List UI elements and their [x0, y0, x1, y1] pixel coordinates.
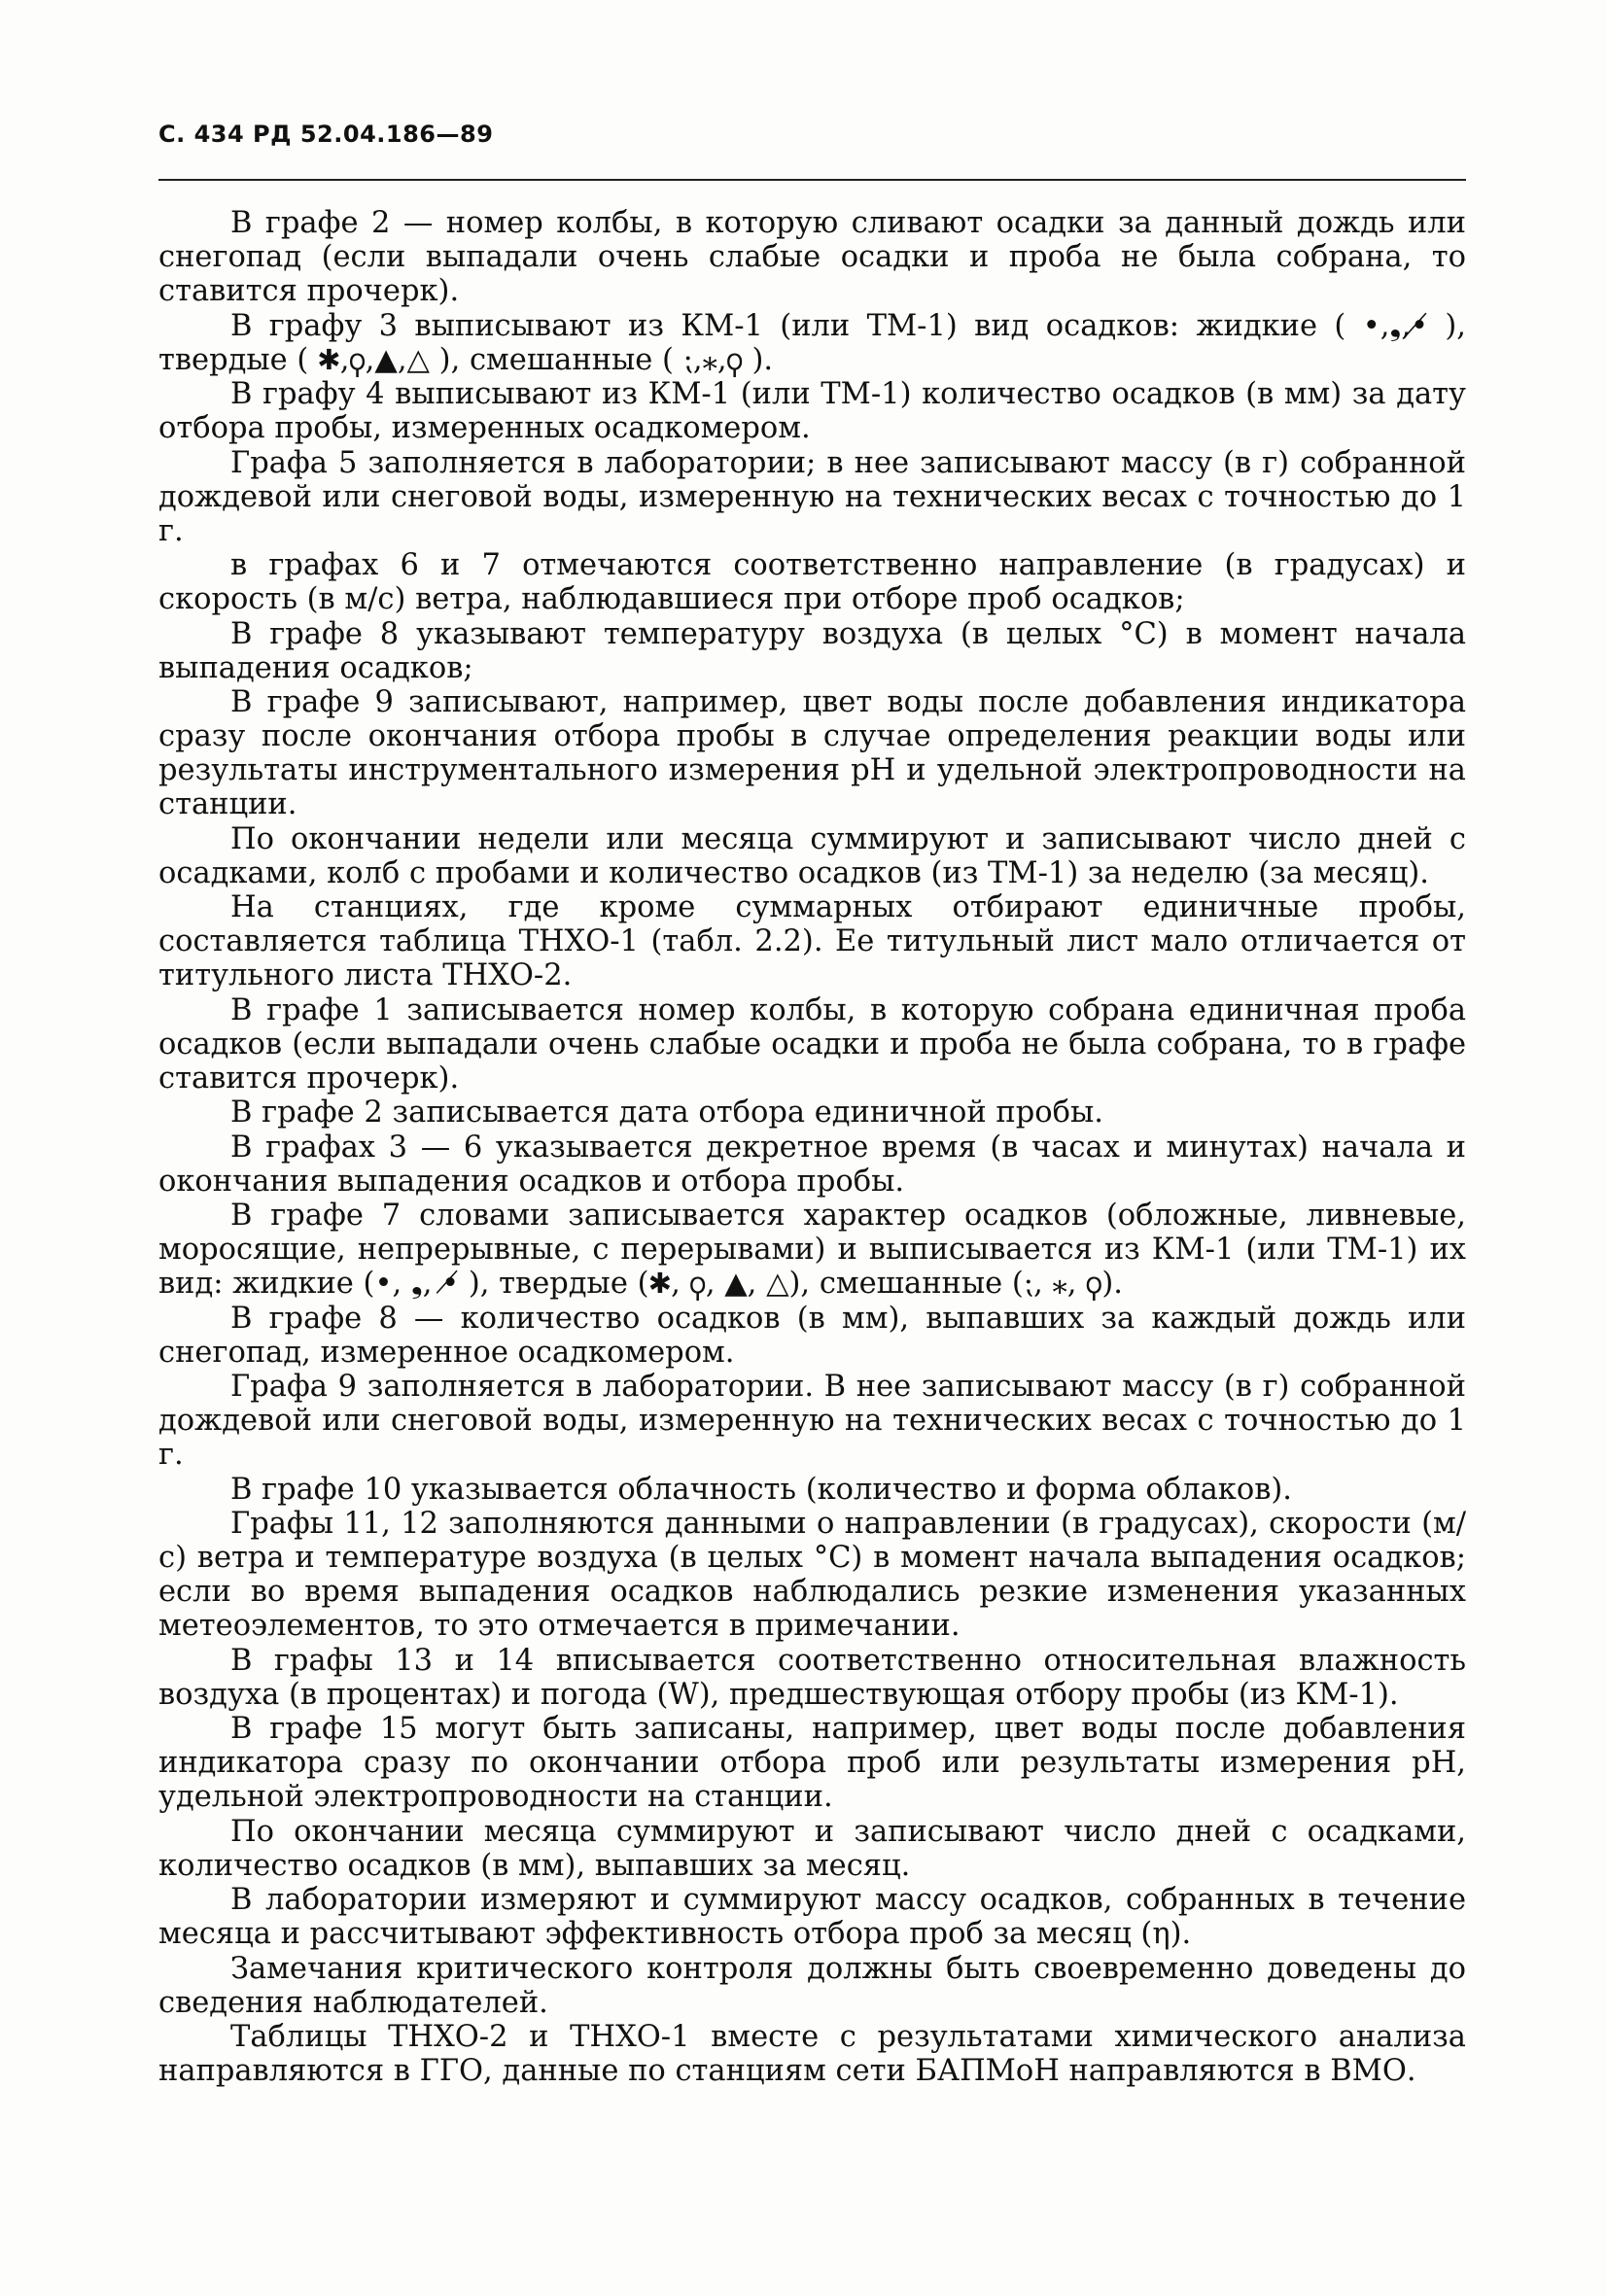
paragraph: В графе 8 — количество осадков (в мм), выпавших за каждый дождь или снегопад, измеренное осадкомером.: [158, 1301, 1466, 1370]
paragraph: в графах 6 и 7 отмечаются соответственно направление (в градусах) и скорость (в м/с) ветра, наблюдавшиеся при отборе проб осадков;: [158, 548, 1466, 616]
paragraph: По окончании месяца суммируют и записывают число дней с осадками, количество осадков (в мм), выпавших за месяц.: [158, 1814, 1466, 1883]
paragraph: В графу 3 выписывают из КМ-1 (или ТМ-1) вид осадков: жидкие ( •,❟,•̸ ), твердые ( ✱,⚲,▲,△ ), смешанные ( ⁏,⁎,⚲ ).: [158, 308, 1466, 377]
paragraph: Графа 5 заполняется в лаборатории; в нее записывают массу (в г) собранной дождевой или снеговой воды, измеренную на технических весах с точностью до 1 г.: [158, 445, 1466, 548]
paragraph: В графах 3 — 6 указывается декретное время (в часах и минутах) начала и окончания выпадения осадков и отбора пробы.: [158, 1130, 1466, 1199]
document-body: [158, 206, 1466, 2088]
paragraph: Таблицы ТНХО-2 и ТНХО-1 вместе с результатами химического анализа направляются в ГГО, данные по станциям сети БАПМоН направляются в ВМО.: [158, 2020, 1466, 2088]
paragraph: В графе 8 указывают температуру воздуха (в целых °С) в момент начала выпадения осадков;: [158, 616, 1466, 685]
paragraph: В лаборатории измеряют и суммируют массу осадков, собранных в течение месяца и рассчитывают эффективность отбора проб за месяц (η).: [158, 1883, 1466, 1951]
paragraph: В графе 2 — номер колбы, в которую сливают осадки за данный дождь или снегопад (если выпадали очень слабые осадки и проба не была собрана, то ставится прочерк).: [158, 206, 1466, 308]
paragraph: По окончании недели или месяца суммируют и записывают число дней с осадками, колб с пробами и количество осадков (из ТМ-1) за неделю (за месяц).: [158, 821, 1466, 890]
paragraph: В графу 4 выписывают из КМ-1 (или ТМ-1) количество осадков (в мм) за дату отбора пробы, измеренных осадкомером.: [158, 377, 1466, 445]
paragraph: В графы 13 и 14 вписывается соответственно относительная влажность воздуха (в процентах) и погода (W), предшествующая отбору пробы (из КМ-1).: [158, 1643, 1466, 1712]
paragraph: На станциях, где кроме суммарных отбирают единичные пробы, составляется таблица ТНХО-1 (табл. 2.2). Ее титульный лист мало отличается от титульного листа ТНХО-2.: [158, 890, 1466, 992]
paragraph: В графе 7 словами записывается характер осадков (обложные, ливневые, моросящие, непрерывные, с перерывами) и выписывается из КМ-1 (или ТМ-1) их вид: жидкие (•, ❟, •̸ ), твердые (✱, ⚲, ▲, △), смешанные (⁏, ⁎, ⚲).: [158, 1199, 1466, 1301]
paragraph: В графе 1 записывается номер колбы, в которую собрана единичная проба осадков (если выпадали очень слабые осадки и проба не была собрана, то в графе ставится прочерк).: [158, 992, 1466, 1096]
paragraph: Графы 11, 12 заполняются данными о направлении (в градусах), скорости (м/с) ветра и температуре воздуха (в целых °С) в момент начала выпадения осадков; если во время выпадения осадков наблюдались резкие изменения указанных метеоэлементов, то это отмечается в примечании.: [158, 1507, 1466, 1643]
paragraph: Замечания критического контроля должны быть своевременно доведены до сведения наблюдателей.: [158, 1951, 1466, 2020]
page-header: С. 434 РД 52.04.186—89: [158, 121, 494, 148]
header-rule: [158, 179, 1466, 181]
paragraph: Графа 9 заполняется в лаборатории. В нее записывают массу (в г) собранной дождевой или снеговой воды, измеренную на технических весах с точностью до 1 г.: [158, 1370, 1466, 1472]
paragraph: В графе 15 могут быть записаны, например, цвет воды после добавления индикатора сразу по окончании отбора проб или результаты измерения рН, удельной электропроводности на станции.: [158, 1712, 1466, 1814]
paragraph: В графе 2 записывается дата отбора единичной пробы.: [230, 1096, 1103, 1130]
paragraph: В графе 9 записывают, например, цвет воды после добавления индикатора сразу после окончания отбора пробы в случае определения реакции воды или результаты инструментального измерения рН и удельной электропроводности на станции.: [158, 685, 1466, 821]
paragraph: В графе 10 указывается облачность (количество и форма облаков).: [230, 1472, 1292, 1507]
